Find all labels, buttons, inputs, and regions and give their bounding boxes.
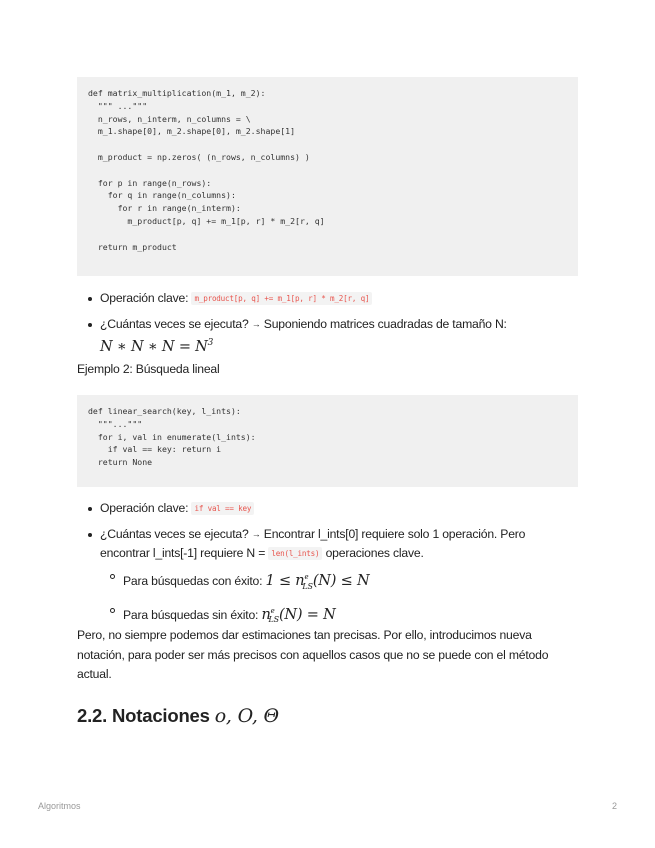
code-line: """ ...""" xyxy=(88,100,148,111)
code-line: """...""" xyxy=(88,418,143,429)
key-operation-code: if val == key xyxy=(191,502,254,515)
code-line: m_product = np.zeros( (n_rows, n_columns) ) xyxy=(88,151,310,162)
bullet-execution-count-2 xyxy=(77,525,578,629)
arrow-icon: → xyxy=(251,529,261,539)
code-line: return None xyxy=(88,457,153,468)
code-line: m_1.shape[0], m_2.shape[0], m_2.shape[1] xyxy=(88,126,296,137)
execution-count-text: Suponiendo matrices cuadradas de tamaño N: xyxy=(263,317,507,331)
footer-page-number: 2 xyxy=(611,801,617,811)
footer-left: Algoritmos xyxy=(38,801,81,811)
sub-bullet-list xyxy=(100,568,578,629)
execution-count-label: ¿Cuántas veces se ejecuta? xyxy=(100,527,249,541)
fail-formula: $n^e_{LS}(N) = N$ xyxy=(261,606,336,625)
code-line: for i, val in enumerate(l_ints): xyxy=(88,431,256,442)
code-line: def linear_search(key, l_ints): xyxy=(88,406,241,416)
code-line: for r in range(n_interm): xyxy=(88,203,241,214)
code-line: for q in range(n_columns): xyxy=(88,190,236,201)
key-operation-label: Operación clave: xyxy=(100,501,189,515)
bullet-list-2 xyxy=(77,499,578,629)
success-formula: $1 \le n^e_{LS}(N) \le N$ xyxy=(265,572,370,591)
code-line: n_rows, n_interm, n_columns = \ xyxy=(88,113,251,124)
sub-bullet-success xyxy=(77,568,578,596)
bullet-execution-count xyxy=(77,315,578,357)
section-heading xyxy=(77,705,578,727)
code-line: for p in range(n_rows): xyxy=(88,177,212,188)
code-block-matrix-multiplication xyxy=(77,77,578,276)
code-line: if val == key: return i xyxy=(88,444,222,455)
paragraph: Pero, no siempre podemos dar estimaciones tan precisas. Por ello, introducimos nueva notación, para poder ser más precisos con aquellos casos que no se puede con el método actual. xyxy=(77,628,549,681)
bullet-list-1 xyxy=(77,289,578,357)
code-line xyxy=(88,138,567,151)
bullet-key-operation-2 xyxy=(77,499,578,518)
success-label: Para búsquedas con éxito: xyxy=(123,573,263,588)
execution-count-text-b: operaciones clave. xyxy=(325,546,424,560)
code-line xyxy=(88,228,567,241)
code-line xyxy=(88,164,567,177)
code-line: def matrix_multiplication(m_1, m_2): xyxy=(88,88,266,98)
code-block-linear-search xyxy=(77,395,578,487)
section-title: Notaciones xyxy=(112,705,210,726)
code-line: return m_product xyxy=(88,241,177,252)
notation-symbols: o, O, Θ xyxy=(214,705,279,727)
complexity-formula: N ∗ N ∗ $N = N^3$ xyxy=(100,338,214,355)
bullet-key-operation xyxy=(77,289,578,308)
example-2-title: Ejemplo 2: Búsqueda lineal xyxy=(77,362,220,376)
section-number: 2.2. xyxy=(77,705,108,726)
execution-count-text-a: Encontrar l_ints[0] requiere solo 1 operación. Pero encontrar l_ints[-1] requiere N = xyxy=(100,527,526,560)
key-operation-label: Operación clave: xyxy=(100,291,189,305)
key-operation-code: m_product[p, q] += m_1[p, r] * m_2[r, q] xyxy=(191,292,372,305)
len-code: len(l_ints) xyxy=(268,547,322,560)
arrow-icon: → xyxy=(251,319,261,329)
execution-count-label: ¿Cuántas veces se ejecuta? xyxy=(100,317,249,331)
fail-label: Para búsquedas sin éxito: xyxy=(123,607,259,622)
code-line: m_product[p, q] += m_1[p, r] * m_2[r, q] xyxy=(88,215,325,226)
